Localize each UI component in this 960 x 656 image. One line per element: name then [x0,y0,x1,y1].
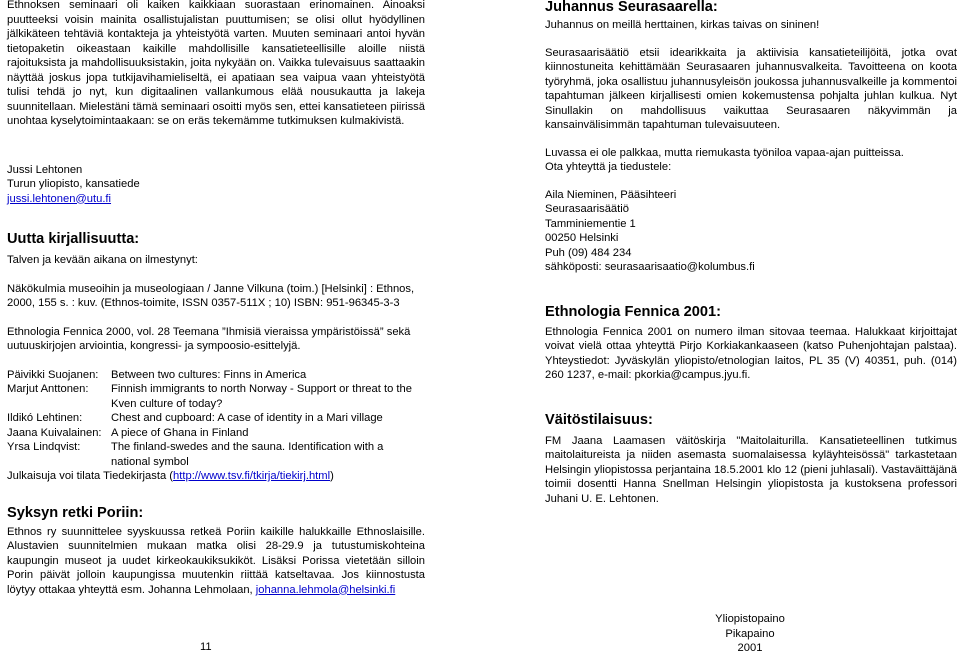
printer-credit [700,612,800,656]
contact-line: Aila Nieminen, Pääsihteeri [545,188,677,201]
article-title: Chest and cupboard: A case of identity in a Mari village [111,412,383,424]
order-text: Julkaisuja voi tilata Tiedekirjasta ( [7,470,174,482]
defense-text: FM Jaana Laamasen väitöskirja "Maitolaiturilla. Kansatieteellinen tutkimus maitolaitureista ja niiden asemasta suomalaisessa kyläyhteisössä" tarkastetaan Helsingin yliopistossa perjantaina 18.5.2001 klo 12 (pieni juhlasali). Vastaväittäjänä toimii dosentti Hanna Snellman Helsingin yliopistosta ja kustoksena professori Juhani U. E. Lehtonen. [545,434,957,505]
article-title: Between two cultures: Finns in America [111,368,307,381]
article-title: The finland-swedes and the sauna. Identification with a national symbol [111,441,384,468]
contact-line: Tamminiementie 1 [545,217,636,230]
author-name: Jussi Lehtonen [7,163,83,176]
excursion-body: Ethnos ry suunnittelee syyskuussa retkeä Poriin kaikille halukkaille Ethnoslaisille. Alustavien suunnitelmien mukaan matka olisi 28-29.9 ja tutustumiskohteina kaupungin museot ja uudet kirkeokaukiksukiköt. Lisäksi Porissa vietetään silloin Porin päivät jolloin kaupungissa muutenkin riittää katseltavaa. Jos kiinnostusta löytyy ottakaa yhteyttä esm. Johanna Lehmolaan, [7,525,425,596]
excursion-heading: Syksyn retki Poriin: [7,504,144,521]
page-number: 11 [200,641,212,653]
article-title: A piece of Ghana in Finland [111,426,249,439]
seminar-review-text: Ethnoksen seminaari oli kaiken kaikkiaan suorastaan erinomainen. Ainoaksi puutteeksi voisin mainita osallistujalistan puuttumisen; se olisi ollut hyödyllinen jälkikäteen tehtäviä kontakteja ja yhteistyötä varten. Muuten seminaari antoi hyvän tietopaketin oikeastaan kaikille mahdollisille kansatieteellisille aloille niistä rajoituksista ja mahdollisuuksistakin, joita nykyään on. Vaikka tulevaisuus saattaakin näyttää joskus jopa tutkijavihamieliseltä, ei apatiaan sea vaipua vaan yhteistyötä tulisi tehdä jo nyt, kun digitaalinen vallankumous elää nousukautta ja lakeja suunnitellaan. Mielestäni tämä seminaari osoitti myös sen, ettei kansatieteen piirissä unohtaa kyselytoimintaakaan: se on eräs tekemämme tutkimuksen kulmakivistä. [7,0,425,127]
printer-line: Yliopistopaino [715,613,785,625]
excursion-email-link[interactable]: johanna.lehmola@helsinki.fi [255,583,396,596]
midsummer-heading: Juhannus Seurasaarella: [545,0,718,15]
contributor-row [7,426,425,441]
contact-line: Puh (09) 484 234 [545,246,632,259]
defense-heading: Väitöstilaisuus: [545,411,653,428]
right-column [545,0,957,506]
author-email-link[interactable]: jussi.lehtonen@utu.fi [7,192,112,205]
fennica-heading: Ethnologia Fennica 2001: [545,303,721,320]
book-entry-museology: Näkökulmia museoihin ja museologiaan / Janne Vilkuna (toim.) [Helsinki] : Ethnos, 2000, 155 s. : kuv. (Ethnos-toimite, ISSN 0357-511X ; 10) ISBN: 951-96345-3-3 [7,282,415,309]
contributor-name: Ildikó Lehtinen: [7,412,83,424]
book-entry-ethnologia-fennica-2000: Ethnologia Fennica 2000, vol. 28 Teemana ”Ihmisiä vieraissa ympäristöissä” sekä uutuuskirjojen arviointia, kongressi- ja sympoosio-esittelyjä. [7,325,411,352]
order-info [7,469,425,484]
contributor-row [7,368,425,383]
midsummer-contact [545,188,957,275]
midsummer-contact-prompt: Ota yhteyttä ja tiedustele: [545,161,672,173]
tiedekirja-link[interactable]: http://www.tsv.fi/tkirja/tiekirj.html [173,470,331,482]
left-column [7,0,425,597]
article-title: Finnish immigrants to north Norway - Support or threat to the Kven culture of today? [111,383,412,410]
contact-email: sähköposti: seurasaarisaatio@kolumbus.fi [545,261,755,273]
contributor-name: Marjut Anttonen: [7,383,89,395]
fennica-text: Ethnologia Fennica 2001 on numero ilman sitovaa teemaa. Halukkaat kirjoittajat voivat vielä ottaa yhteyttä Pirjo Korkiakankaaseen (katso Puhenjohtajan palstaa). Yhteystiedot: Jyväskylän yliopisto/etnologian laitos, PL 35 (V) 40351, puh. (014) 260 1237, e-mail: pkorkia@campus.jyu.fi. [545,325,957,381]
contributor-name: Yrsa Lindqvist: [7,441,81,453]
new-literature-subheading: Talven ja kevään aikana on ilmestynyt: [7,254,198,266]
excursion-text [7,525,425,598]
contributor-name: Jaana Kuivalainen: [7,426,102,439]
midsummer-offer: Luvassa ei ole palkkaa, mutta riemukasta työniloa vapaa-ajan puitteissa. [545,146,904,159]
author-affiliation: Turun yliopisto, kansatiede [7,178,140,190]
printer-year: 2001 [737,642,763,654]
new-literature-heading: Uutta kirjallisuutta: [7,231,140,247]
contributor-name: Päivikki Suojanen: [7,368,99,381]
midsummer-lead: Juhannus on meillä herttainen, kirkas taivas on sininen! [545,19,820,31]
contact-line: 00250 Helsinki [545,232,619,244]
contributor-row [7,382,425,411]
contributor-row [7,411,425,426]
order-close: ) [330,470,334,482]
midsummer-text: Seurasaarisäätiö etsii idearikkaita ja aktiivisia kansatieteilijöitä, jotka ovat kiinnostuneita kehittämään Seurasaaren juhannusvalkeita. Tavoitteena on koota työryhmä, joka osallistuu juhannusyleisön joukossa juhannusvalkeille ja kommentoi tapahtuman jälkeen kirjallisesti omien kokemustensa pohjalta juhlan kulkua. Nyt Sinullakin on mahdollisuus vaikuttaa Seurasaaren näkyvimmän ja kansainvälisimmän tapahtuman tulevaisuuteen. [545,46,957,131]
contributor-list [7,368,425,470]
author-signature [7,163,425,207]
contributor-row [7,440,425,469]
contact-line: Seurasaarisäätiö [545,203,629,215]
printer-line: Pikapaino [725,627,775,640]
